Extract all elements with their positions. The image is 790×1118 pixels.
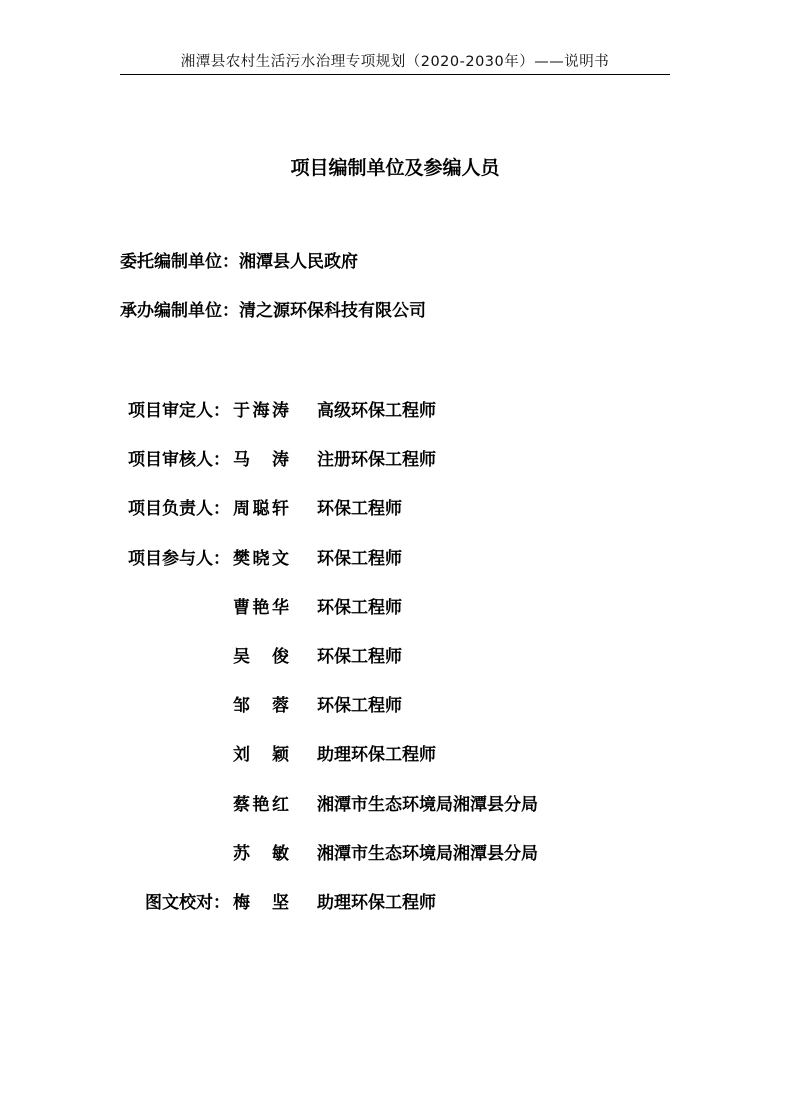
staff-name-char: 俊 bbox=[272, 647, 289, 667]
staff-row bbox=[0, 494, 790, 520]
staff-name-char: 曹 bbox=[233, 597, 250, 618]
staff-name bbox=[233, 593, 289, 618]
commissioning-unit-value: 湘潭县人民政府 bbox=[239, 252, 358, 272]
staff-row bbox=[0, 839, 790, 865]
staff-title: 环保工程师 bbox=[317, 597, 402, 618]
staff-name-char: 海 bbox=[252, 401, 270, 421]
undertaking-unit bbox=[120, 296, 426, 321]
staff-name bbox=[233, 494, 289, 519]
staff-title: 湘潭市生态环境局湘潭县分局 bbox=[317, 843, 538, 864]
staff-row bbox=[0, 642, 790, 668]
staff-role: 图文校对： bbox=[145, 893, 230, 913]
staff-name-char: 文 bbox=[272, 548, 289, 569]
staff-name-char: 坚 bbox=[272, 893, 289, 913]
staff-row bbox=[0, 593, 790, 619]
staff-name-char: 艳 bbox=[252, 794, 270, 815]
undertaking-unit-label: 承办编制单位： bbox=[120, 301, 239, 321]
staff-title: 环保工程师 bbox=[317, 696, 402, 717]
commissioning-unit-label: 委托编制单位： bbox=[120, 252, 239, 272]
staff-name bbox=[233, 544, 289, 569]
staff-row bbox=[0, 740, 790, 766]
staff-name-char: 梅 bbox=[233, 893, 250, 913]
staff-title: 高级环保工程师 bbox=[317, 401, 436, 421]
staff-name-char: 苏 bbox=[233, 843, 250, 864]
staff-row bbox=[0, 691, 790, 717]
staff-row bbox=[0, 888, 790, 914]
staff-name-char: 吴 bbox=[233, 647, 250, 667]
header-divider bbox=[120, 74, 670, 75]
staff-title: 环保工程师 bbox=[317, 499, 402, 520]
staff-name-char: 于 bbox=[233, 401, 250, 421]
staff-name-char: 聪 bbox=[252, 499, 270, 520]
staff-name-char: 红 bbox=[272, 794, 289, 815]
staff-role: 项目审核人： bbox=[128, 450, 230, 471]
staff-role: 项目负责人： bbox=[128, 499, 230, 520]
staff-role: 项目审定人： bbox=[128, 401, 230, 421]
staff-name bbox=[233, 740, 289, 765]
staff-name-char: 敏 bbox=[272, 843, 289, 864]
staff-name bbox=[233, 790, 289, 815]
staff-name bbox=[233, 691, 289, 716]
staff-role: 项目参与人： bbox=[128, 548, 230, 569]
staff-name-char: 樊 bbox=[233, 548, 250, 569]
running-header: 湘潭县农村生活污水治理专项规划（2020-2030年）——说明书 bbox=[180, 54, 610, 70]
staff-row bbox=[0, 790, 790, 816]
staff-name-char: 马 bbox=[233, 450, 250, 471]
staff-name bbox=[233, 839, 289, 864]
staff-name-char: 晓 bbox=[252, 548, 270, 569]
staff-name-char: 刘 bbox=[233, 745, 250, 766]
staff-row bbox=[0, 445, 790, 471]
staff-title: 湘潭市生态环境局湘潭县分局 bbox=[317, 794, 538, 815]
staff-name-char: 邹 bbox=[233, 696, 250, 717]
undertaking-unit-value: 清之源环保科技有限公司 bbox=[239, 301, 426, 321]
staff-title: 助理环保工程师 bbox=[317, 745, 436, 766]
staff-row bbox=[0, 544, 790, 570]
staff-name-char: 华 bbox=[272, 597, 289, 618]
staff-name bbox=[233, 888, 289, 913]
staff-title: 注册环保工程师 bbox=[317, 450, 436, 471]
page-title: 项目编制单位及参编人员 bbox=[290, 157, 500, 179]
staff-title: 环保工程师 bbox=[317, 647, 402, 667]
staff-name-char: 蓉 bbox=[272, 696, 289, 717]
staff-name-char: 颖 bbox=[272, 745, 289, 766]
staff-title: 助理环保工程师 bbox=[317, 893, 436, 913]
staff-name-char: 涛 bbox=[272, 450, 289, 471]
staff-name bbox=[233, 642, 289, 667]
staff-title: 环保工程师 bbox=[317, 548, 402, 569]
staff-row bbox=[0, 396, 790, 422]
staff-name bbox=[233, 445, 289, 470]
commissioning-unit bbox=[120, 247, 358, 272]
staff-name-char: 轩 bbox=[272, 499, 289, 520]
staff-name-char: 周 bbox=[233, 499, 250, 520]
staff-name-char: 蔡 bbox=[233, 794, 250, 815]
staff-name-char: 艳 bbox=[252, 597, 270, 618]
staff-name-char: 涛 bbox=[272, 401, 289, 421]
staff-name bbox=[233, 396, 289, 421]
